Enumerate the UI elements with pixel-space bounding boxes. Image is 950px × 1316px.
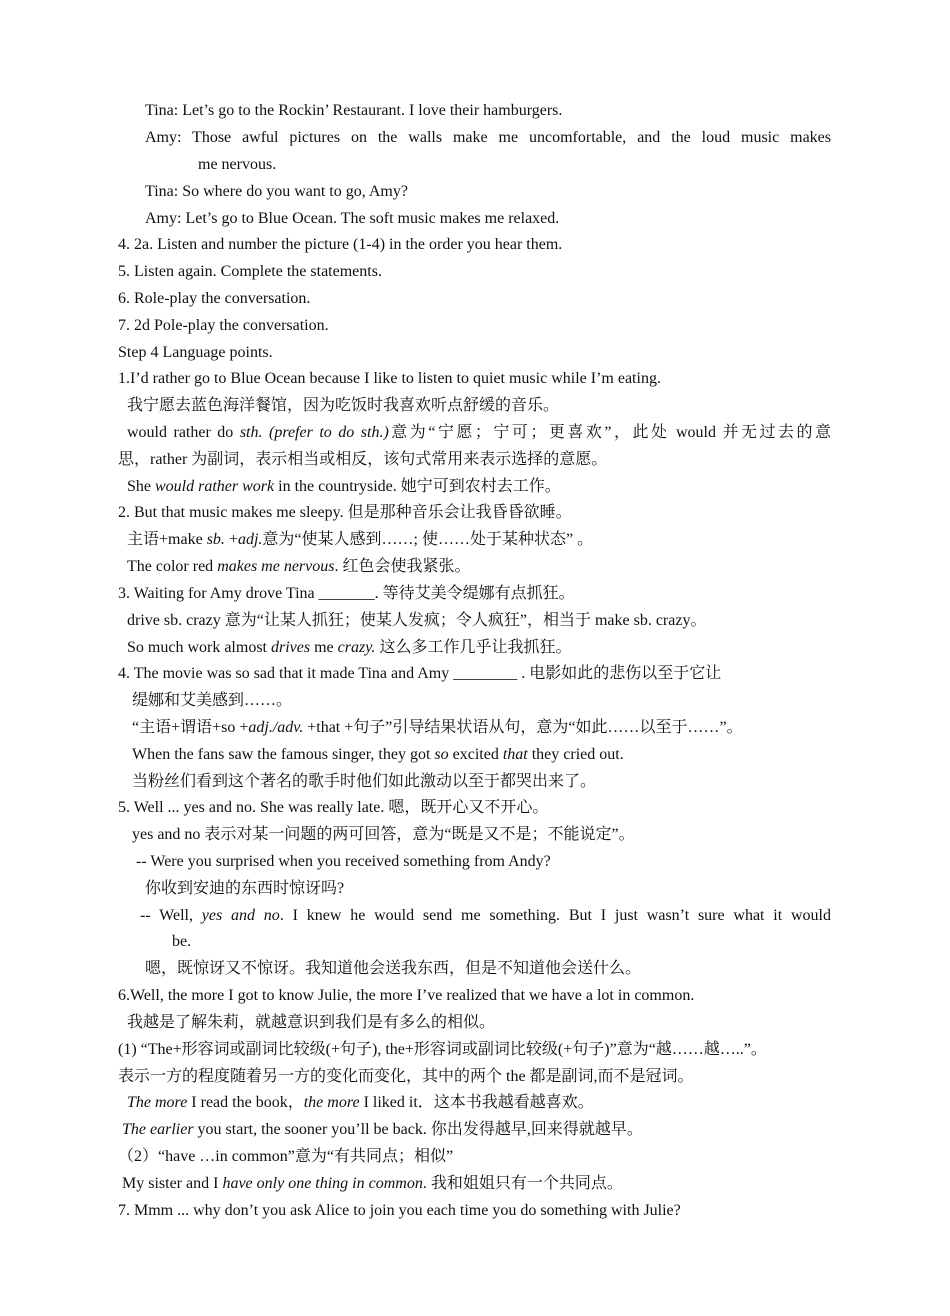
italic-text-run: yes and no: [201, 907, 280, 924]
dialogue-line: [145, 128, 831, 148]
text-run: 2. But that music makes me sleepy. 但是那种音乐会让我昏昏欲睡。: [118, 504, 572, 521]
example-sentence: [127, 557, 471, 577]
example-sentence: [122, 1174, 623, 1194]
text-run: 7. 2d Pole-play the conversation.: [118, 317, 329, 334]
language-point: [118, 986, 694, 1006]
italic-text-run: have only one thing in common: [222, 1175, 423, 1192]
text-run: (1) “The+形容词或副词比较级(+句子), the+形容词或副词比较级(+句子)”意为“越……越…..”。: [118, 1041, 767, 1058]
text-run: 当粉丝们看到这个著名的歌手时他们如此激动以至于都哭出来了。: [132, 773, 597, 790]
text-run: Tina: So where do you want to go, Amy?: [145, 183, 408, 200]
explanation: [132, 825, 635, 845]
text-run: 主语+make: [127, 531, 207, 548]
text-run: me nervous.: [198, 156, 277, 173]
example-dialogue-continuation: [172, 932, 191, 952]
text-run: excited: [448, 746, 503, 763]
text-run: 缇娜和艾美感到……。: [132, 692, 293, 709]
dialogue-line: [145, 182, 408, 202]
text-run: When the fans saw the famous singer, they got: [132, 746, 435, 763]
italic-text-run: adj./adv.: [248, 719, 304, 736]
text-run: So much work almost: [127, 639, 271, 656]
text-run: 你收到安迪的东西时惊讶吗?: [145, 880, 345, 897]
text-run: 1.I’d rather go to Blue Ocean because I like to listen to quiet music while I’m eating.: [118, 370, 661, 387]
text-run: （2）“have …in common”意为“有共同点；相似”: [118, 1148, 454, 1165]
text-run: Tina: Let’s go to the Rockin’ Restaurant. I love their hamburgers.: [145, 102, 563, 119]
dialogue-line-continuation: [198, 155, 276, 175]
translation: [127, 396, 559, 416]
text-run: 4. 2a. Listen and number the picture (1-4) in the order you hear them.: [118, 236, 563, 253]
text-run: I liked it．这本书我越看越喜欢。: [359, 1094, 594, 1111]
example-sentence: [122, 1120, 643, 1140]
explanation: [127, 611, 706, 631]
italic-text-run: The earlier: [122, 1121, 194, 1138]
text-run: 我宁愿去蓝色海洋餐馆，因为吃饭时我喜欢听点舒缓的音乐。: [127, 397, 560, 414]
text-run: would rather do: [127, 424, 240, 441]
italic-text-run: would rather work: [155, 478, 275, 495]
italic-text-run: that: [502, 746, 528, 763]
explanation: [118, 1067, 694, 1087]
text-run: 意为“使某人感到……; 使……处于某种状态” 。: [262, 531, 594, 548]
text-run: be.: [172, 933, 192, 950]
example-dialogue: [140, 906, 831, 926]
text-run: +: [224, 531, 238, 548]
example-sentence: [127, 1093, 594, 1113]
italic-text-run: sth. (prefer to do sth.): [239, 424, 389, 441]
italic-text-run: makes me nervous: [217, 558, 335, 575]
text-run: 思，rather 为副词，表示相当或相反，该句式常用来表示选择的意愿。: [118, 451, 608, 468]
text-run: me: [310, 639, 338, 656]
language-point: [118, 1201, 681, 1221]
text-run: 5. Listen again. Complete the statements.: [118, 263, 382, 280]
text-run: . I knew he would send me something. But I just wasn’t sure what it would: [279, 907, 831, 924]
text-run: 嗯，既惊讶又不惊讶。我知道他会送我东西，但是不知道他会送什么。: [145, 960, 642, 977]
language-point: [118, 503, 572, 523]
italic-text-run: crazy.: [337, 639, 376, 656]
text-run: Amy: Those awful pictures on the walls make me uncomfortable, and the loud music makes: [145, 129, 831, 146]
italic-text-run: sb.: [206, 531, 225, 548]
text-run: . 我和姐姐只有一个共同点。: [422, 1175, 623, 1192]
text-run: 6.Well, the more I got to know Julie, the more I’ve realized that we have a lot in common.: [118, 987, 695, 1004]
step-item: [118, 235, 562, 255]
text-run: I read the book，: [187, 1094, 304, 1111]
step-item: [118, 262, 382, 282]
text-run: yes and no 表示对某一问题的两可回答，意为“既是又不是；不能说定”。: [132, 826, 635, 843]
example-sentence: [127, 477, 561, 497]
italic-text-run: adj.: [237, 531, 263, 548]
italic-text-run: so: [434, 746, 449, 763]
italic-text-run: the more: [303, 1094, 360, 1111]
text-run: they cried out.: [527, 746, 624, 763]
explanation: [118, 450, 607, 470]
language-point: [118, 584, 575, 604]
text-run: +that +句子”引导结果状语从句，意为“如此……以至于……”。: [303, 719, 743, 736]
dialogue-line: [145, 101, 562, 121]
step-item: [118, 316, 329, 336]
explanation: [132, 718, 743, 738]
text-run: 我越是了解朱莉，就越意识到我们是有多么的相似。: [127, 1014, 496, 1031]
text-run: -- Were you surprised when you received something from Andy?: [136, 853, 551, 870]
text-run: you start, the sooner you’ll be back. 你出发得越早,回来得就越早。: [193, 1121, 643, 1138]
explanation: [127, 530, 593, 550]
example-sentence: [127, 638, 571, 658]
text-run: 7. Mmm ... why don’t you ask Alice to join you each time you do something with Julie?: [118, 1202, 681, 1219]
translation: [132, 772, 596, 792]
example-sentence: [132, 745, 624, 765]
text-run: 意为“宁愿；宁可；更喜欢”，此处 would 并无过去的意: [388, 424, 831, 441]
translation: [132, 691, 292, 711]
explanation: [118, 1040, 767, 1060]
text-run: 5. Well ... yes and no. She was really late. 嗯，既开心又不开心。: [118, 799, 549, 816]
section-heading: [118, 343, 273, 363]
explanation: [118, 1147, 453, 1167]
translation: [145, 959, 641, 979]
text-run: . 红色会使我紧张。: [334, 558, 471, 575]
language-point: [118, 798, 548, 818]
italic-text-run: drives: [271, 639, 311, 656]
text-run: 3. Waiting for Amy drove Tina _______. 等待艾美令缇娜有点抓狂。: [118, 585, 575, 602]
text-run: -- Well,: [140, 907, 202, 924]
text-run: drive sb. crazy 意为“让某人抓狂；使某人发疯；令人疯狂”，相当于 make sb. crazy。: [127, 612, 707, 629]
text-run: My sister and I: [122, 1175, 223, 1192]
text-run: Amy: Let’s go to Blue Ocean. The soft music makes me relaxed.: [145, 210, 560, 227]
step-item: [118, 289, 310, 309]
explanation: [127, 423, 831, 443]
italic-text-run: The more: [127, 1094, 188, 1111]
text-run: 6. Role-play the conversation.: [118, 290, 311, 307]
text-run: Step 4 Language points.: [118, 344, 273, 361]
translation: [127, 1013, 495, 1033]
text-run: 4. The movie was so sad that it made Tina and Amy ________ . 电影如此的悲伤以至于它让: [118, 665, 722, 682]
language-point: [118, 664, 721, 684]
text-run: The color red: [127, 558, 218, 575]
text-run: “主语+谓语+so +: [132, 719, 249, 736]
dialogue-line: [145, 209, 559, 229]
text-run: in the countryside. 她宁可到农村去工作。: [274, 478, 561, 495]
example-dialogue: [136, 852, 551, 872]
language-point: [118, 369, 661, 389]
text-run: 这么多工作几乎让我抓狂。: [375, 639, 572, 656]
translation: [145, 879, 344, 899]
text-run: 表示一方的程度随着另一方的变化而变化，其中的两个 the 都是副词,而不是冠词。: [118, 1068, 694, 1085]
text-run: She: [127, 478, 155, 495]
